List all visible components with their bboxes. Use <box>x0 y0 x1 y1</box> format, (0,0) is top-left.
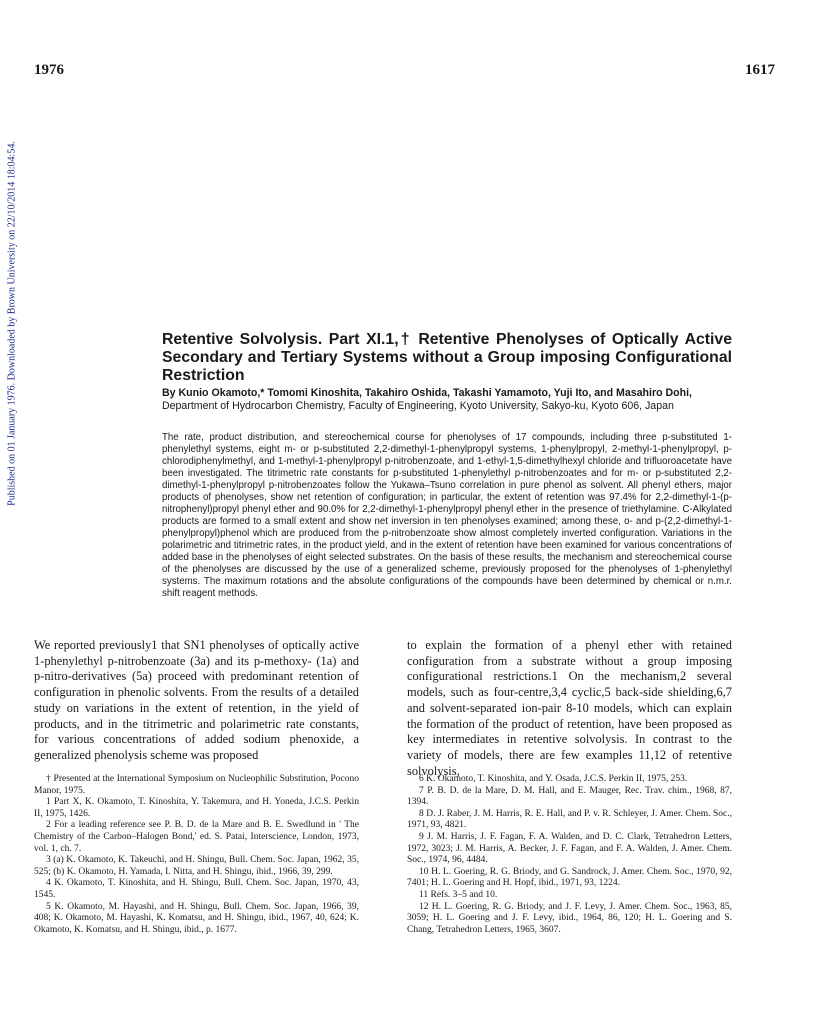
journal-year: 1976 <box>34 62 64 78</box>
footnote: 9 J. M. Harris, J. F. Fagan, F. A. Walden, and D. C. Clark, Tetrahedron Letters, 1972, 3023; J. M. Harris, A. Becker, J. F. Fagan, and F. A. Walden, J. Amer. Chem. Soc., 1974, 96, 4484. <box>407 831 732 866</box>
footnotes-left <box>34 774 359 936</box>
footnote: † Presented at the International Symposium on Nucleophilic Substitution, Pocono Manor, 1975. <box>34 774 359 796</box>
footnote: 10 H. L. Goering, R. G. Briody, and G. Sandrock, J. Amer. Chem. Soc., 1970, 92, 7401; H. L. Goering and H. Hopf, ibid., 1971, 93, 1224. <box>407 866 732 889</box>
author-by: By <box>162 387 176 399</box>
page-number: 1617 <box>745 62 775 78</box>
article-title: Retentive Solvolysis. Part XI.1,† Retentive Phenolyses of Optically Active Secondary and Tertiary Systems without a Group imposing Configurational Restriction <box>162 331 732 384</box>
footnote: 1 Part X, K. Okamoto, T. Kinoshita, Y. Takemura, and H. Yoneda, J.C.S. Perkin II, 1975, 1426. <box>34 797 359 819</box>
footnote: 5 K. Okamoto, M. Hayashi, and H. Shingu, Bull. Chem. Soc. Japan, 1966, 39, 408; K. Okamoto, M. Hayashi, K. Komatsu, and H. Shingu, ibid., 1967, 40, 624; K. Okamoto, K. Komatsu, and H. Shingu, ibid., p. 1677. <box>34 901 359 935</box>
footnote: 6 K. Okamoto, T. Kinoshita, and Y. Osada, J.C.S. Perkin II, 1975, 253. <box>419 774 688 784</box>
body-text-left: We reported previously1 that SN1 phenolyses of optically active 1-phenylethyl p-nitrobenzoate (3a) and its p-methoxy- (1a) and p-nitro-derivatives (5a) proceed with predominant retention of configuration in phenolic solvents. From the results of a detailed study on variations in the extent of retention, in the yield of products, and in the titrimetric and polarimetric rate constants, for various concentrations of added sodium phenoxide, a generalized phenolysis scheme was proposed <box>34 638 359 762</box>
author-affiliation: Department of Hydrocarbon Chemistry, Faculty of Engineering, Kyoto University, Sakyo-ku, Kyoto 606, Japan <box>162 400 674 412</box>
footnote: 7 P. B. D. de la Mare, D. M. Hall, and E. Mauger, Rec. Trav. chim., 1968, 87, 1394. <box>407 785 732 808</box>
author-names: Kunio Okamoto,* Tomomi Kinoshita, Takahiro Oshida, Takashi Yamamoto, Yuji Ito, and Masahiro Dohi, <box>178 387 692 399</box>
abstract: The rate, product distribution, and stereochemical course for phenolyses of 17 compounds, including three p-substituted 1-phenylethyl systems, eight m- or p-substituted 2,2-dimethyl-1-phenylpropyl systems, 1-phenylpropyl, 2-methyl-1-phenylpropyl, p-chlorodiphenylmethyl, and 1-methyl-1-phenylpropyl p-nitrobenzoate, and 1-ethyl-1,5-dimethylhexyl chloride and trifluoroacetate have been investigated. The titrimetric rate constants for p-substituted 1-phenylethyl p-nitrobenzoates and for m- or p-substituted 2,2-dimethyl-1-phenylpropyl p-nitrobenzoates follow the Yukawa–Tsuno correlation in pure phenol as solvent. All phenyl ethers, major products of phenolyses, show net retention of configuration; in particular, the extent of retention was 97.4% for 2,2-dimethyl-1-(p-nitrophenyl)propyl phenyl ether and 90.0% for 2,2-dimethyl-1-phenylpropyl phenyl ether in the presence of triethylamine. C-Alkylated products are formed to a small extent and show net inversion in ten phenolyses examined; among these, o- and p-(2,2-dimethyl-1-phenylpropyl)phenol which are produced from the p-nitrobenzoate show almost completely inverted configuration. Variations in the polarimetric and titrimetric rates, in the product yield, and in the extent of retention have been examined for various concentrations of added base in the phenolyses of eight selected substrates. On the basis of these results, the mechanism and stereochemical course of the phenolyses are discussed by the use of a generalized scheme, previously proposed for the phenolyses of 1-phenylethyl systems. The maximum rotations and the absolute configurations of the compounds have been determined by chemical or n.m.r. shift reagent methods. <box>162 432 732 599</box>
footnote: 2 For a leading reference see P. B. D. de la Mare and B. E. Swedlund in ' The Chemistry of the Carbon–Halogen Bond,' ed. S. Patai, Interscience, London, 1973, vol. 1, ch. 7. <box>34 820 359 854</box>
footnote: 12 H. L. Goering, R. G. Briody, and J. F. Levy, J. Amer. Chem. Soc., 1963, 85, 3059; H. L. Goering and J. F. Levy, ibid., 1964, 86, 120; H. L. Goering and S. Chang, Tetrahedron Letters, 1965, 3607. <box>407 901 732 935</box>
footnotes-right <box>407 774 732 936</box>
author-block <box>162 387 732 413</box>
footnote: 3 (a) K. Okamoto, K. Takeuchi, and H. Shingu, Bull. Chem. Soc. Japan, 1962, 35, 525; (b) K. Okamoto, H. Yamada, I. Nitta, and H. Shingu, ibid., 1966, 39, 299. <box>34 855 359 877</box>
body-text-right: to explain the formation of a phenyl ether with retained configuration from a substrate without a group imposing configurational restrictions.1 On the mechanism,2 several models, such as four-centre,3,4 cyclic,5 back-side shielding,6,7 and solvent-separated ion-pair 8-10 models, which can explain the formation of the product of retention, have been proposed as key intermediates in retentive solvolysis. In contrast to the variety of models, there are few examples 11,12 of retentive solvolysis, <box>407 638 732 778</box>
footnote: 11 Refs. 3–5 and 10. <box>419 889 498 900</box>
footnote: 8 D. J. Raber, J. M. Harris, R. E. Hall, and P. v. R. Schleyer, J. Amer. Chem. Soc., 1971, 93, 4821. <box>407 808 732 831</box>
footnote: 4 K. Okamoto, T. Kinoshita, and H. Shingu, Bull. Chem. Soc. Japan, 1970, 43, 1545. <box>34 878 359 900</box>
download-watermark: Published on 01 January 1976. Downloaded by Brown University on 22/10/2014 18:04:54. <box>6 141 18 506</box>
